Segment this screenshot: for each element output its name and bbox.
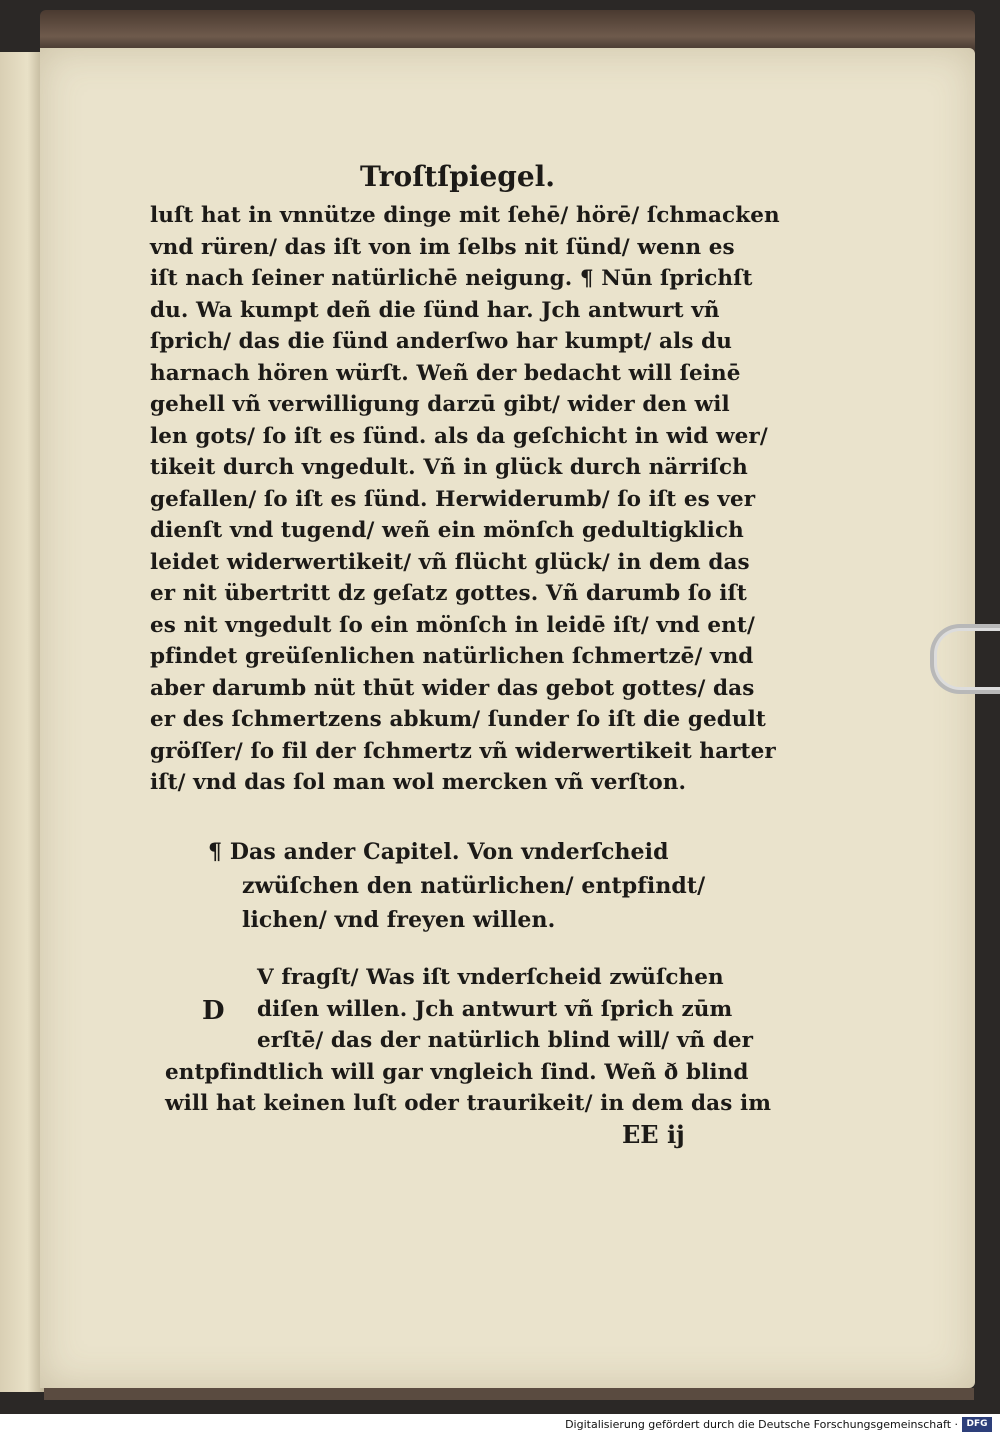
text-line: er nit übertritt dz geſatz gottes. Vñ darumb ſo iſt [150, 581, 747, 606]
text-line: es nit vngedult ſo ein mönſch in leidē iſt/ vnd ent/ [150, 612, 755, 638]
running-head: Troſtſpiegel. [360, 160, 556, 193]
chapter-heading [208, 835, 768, 937]
text-line: len gots/ ſo iſt es ſünd. als da geſchicht in wid wer/ [150, 423, 768, 449]
text-line: gehell vñ verwilligung darzū gibt/ wider den wil [150, 392, 730, 417]
text-line: iſt nach ſeiner natürlichē neigung. ¶ Nūn ſprichſt [150, 266, 753, 291]
text-line: V fragſt/ Was iſt vnderſcheid zwüſchen [257, 965, 724, 990]
text-line: pfindet greüſenlichen natürlichen ſchmertzē/ vnd [150, 644, 754, 669]
text-line: ſprich/ das die ſünd anderſwo har kumpt/ als du [150, 329, 732, 354]
heading-line: ¶ Das ander Capitel. Von vnderſcheid [208, 839, 669, 865]
text-line: tikeit durch vngedult. Vñ in glück durch närriſch [150, 455, 748, 480]
text-line: iſt/ vnd das ſol man wol mercken vñ verſton. [150, 770, 687, 795]
funding-credit: Digitalisierung gefördert durch die Deutsche Forschungsgemeinschaft · [565, 1418, 958, 1431]
text-line: aber darumb nüt thūt wider das gebot gottes/ das [150, 675, 755, 701]
text-line: dienſt vnd tugend/ weñ ein mönſch gedultigklich [150, 518, 744, 543]
main-paragraph [150, 200, 780, 799]
text-line: erſtē/ das der natürlich blind will/ vñ der [257, 1028, 754, 1053]
heading-line: zwüſchen den natürlichen/ entpfindt/ [242, 873, 706, 899]
page-clip [930, 624, 1000, 694]
text-line: du. Wa kumpt deñ die ſünd har. Jch antwurt vñ [150, 297, 720, 323]
text-line: vnd rüren/ das iſt von im ſelbs nit ſünd/ wenn es [150, 234, 735, 260]
initial-letter: D [202, 996, 225, 1026]
text-line: harnach hören würſt. Weñ der bedacht will ſeinē [150, 360, 741, 386]
text-line: gröſſer/ ſo fil der ſchmertz vñ widerwertikeit harter [150, 738, 776, 764]
signature-mark: EE ij [622, 1120, 685, 1149]
second-paragraph [165, 962, 775, 1120]
heading-line: lichen/ vnd freyen willen. [242, 907, 556, 933]
text-line: diſen willen. Jch antwurt vñ ſprich zūm [257, 996, 733, 1022]
text-line: er des ſchmertzens abkum/ ſunder ſo iſt die gedult [150, 707, 766, 732]
book-bottom-edge [44, 1388, 974, 1400]
text-line: will hat keinen luſt oder traurikeit/ in dem das im [165, 1091, 772, 1116]
dfg-logo-icon: DFG [962, 1417, 992, 1432]
text-line: gefallen/ ſo iſt es ſünd. Herwiderumb/ ſo iſt es ver [150, 486, 756, 512]
text-line: leidet widerwertikeit/ vñ flücht glück/ in dem das [150, 549, 750, 575]
text-line: entpfindtlich will gar vngleich ſind. Weñ ð blind [165, 1059, 749, 1085]
text-line: luſt hat in vnnütze dinge mit ſehē/ hörē/ ſchmacken [150, 203, 780, 228]
